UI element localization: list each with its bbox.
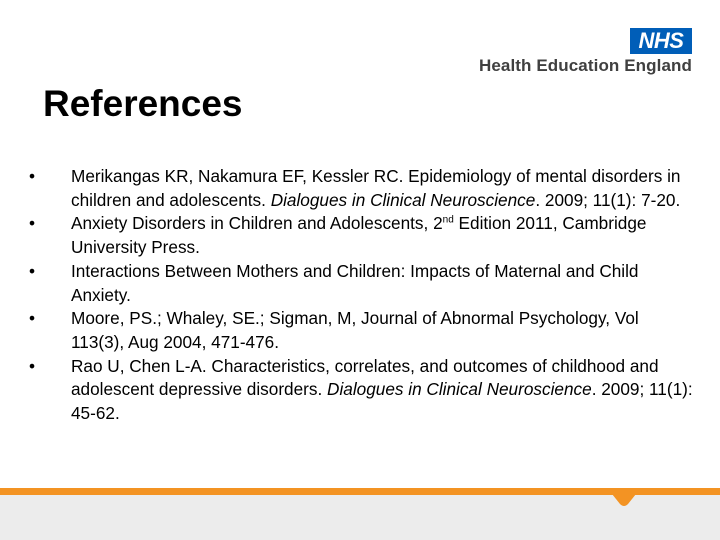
- footer-band: [0, 484, 720, 540]
- reference-list: [29, 165, 694, 426]
- reference-text: Merikangas KR, Nakamura EF, Kessler RC. Epidemiology of mental disorders in children and adolescents.: [71, 166, 681, 210]
- bullet-icon: •: [29, 166, 36, 186]
- footer-accent-bar: [0, 488, 720, 495]
- footer-panel: [0, 494, 720, 540]
- reference-journal: Dialogues in Clinical Neuroscience: [327, 379, 592, 400]
- nhs-mark: NHS: [630, 28, 692, 54]
- nhs-logo: [442, 28, 692, 76]
- bullet-icon: •: [29, 308, 36, 329]
- reference-citation: Edition 2011, Cambridge University Press.: [71, 213, 647, 258]
- reference-item: [29, 212, 694, 259]
- reference-item: [29, 307, 694, 354]
- reference-text: Interactions Between Mothers and Children: Impacts of Maternal and Child Anxiety.: [71, 260, 639, 305]
- bullet-icon: •: [29, 213, 36, 234]
- slide-title: References: [43, 83, 243, 124]
- organisation-name: Health Education England: [478, 56, 692, 75]
- reference-item: [29, 355, 694, 426]
- ordinal-suffix: nd: [442, 214, 454, 226]
- reference-text: Moore, PS.; Whaley, SE.; Sigman, M, Journal of Abnormal Psychology, Vol 113(3), Aug 2004, 471-476.: [71, 308, 639, 352]
- bullet-icon: •: [29, 355, 36, 376]
- bullet-icon: •: [29, 260, 36, 281]
- reference-item: [29, 165, 694, 212]
- reference-citation: . 2009; 11(1): 7-20.: [535, 189, 681, 210]
- reference-citation: . 2009; 11(1): 45-62.: [71, 379, 693, 424]
- reference-text: Rao U, Chen L-A. Characteristics, correlates, and outcomes of childhood and adolescent depressive disorders.: [71, 355, 659, 400]
- reference-item: [29, 260, 694, 307]
- reference-journal: Dialogues in Clinical Neuroscience: [270, 189, 536, 210]
- reference-text: Anxiety Disorders in Children and Adolescents, 2: [71, 213, 443, 234]
